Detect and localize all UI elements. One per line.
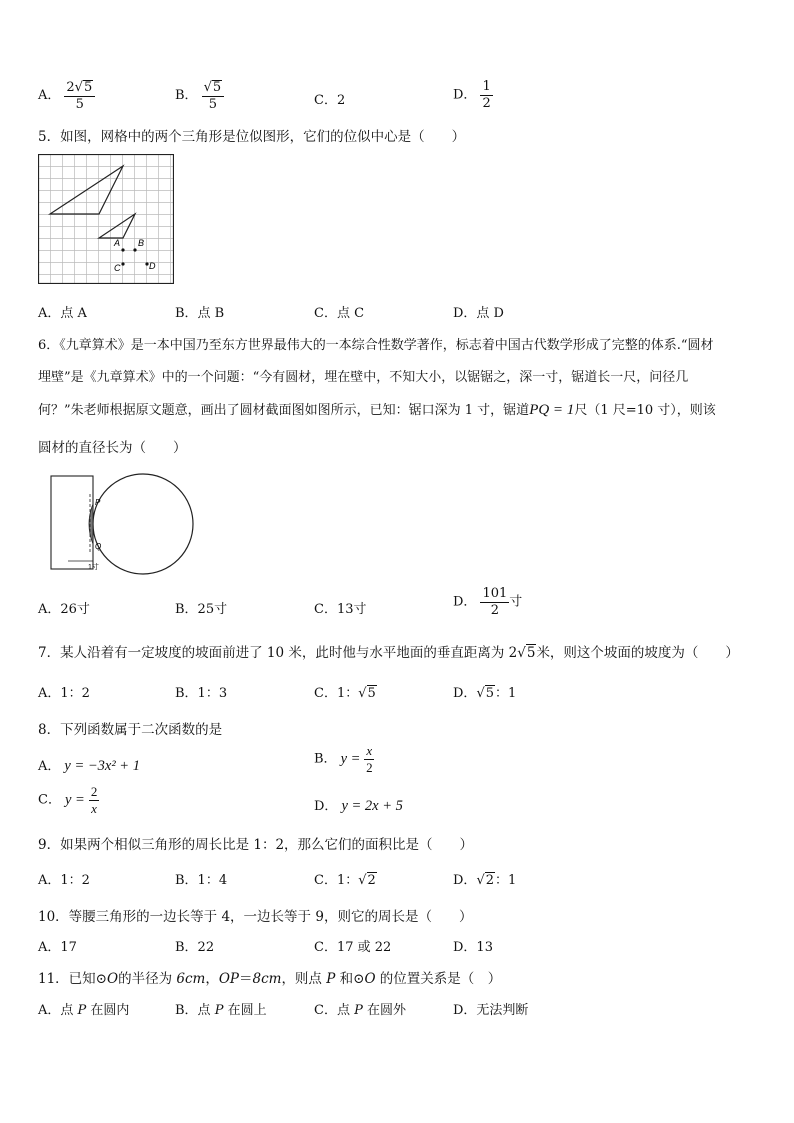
q5-grid-figure [38, 154, 174, 284]
fraction: $\frac{1}{2}$ [482, 79, 491, 111]
label-q: Q [95, 542, 102, 551]
fraction: $\frac{x}{2}$ [366, 743, 373, 775]
q6-option-d[interactable]: D． $\frac{101}{2}$ 寸 [453, 586, 523, 618]
q8-option-a[interactable]: A． y = −3x² + 1 [38, 758, 140, 774]
q10-option-c[interactable]: C．17 或 22 [314, 940, 392, 955]
q11-option-b[interactable]: B．点 P 在圆上 [175, 1003, 267, 1018]
q7-stem: 7．某人沿着有一定坡度的坡面前进了 10 米，此时他与水平地面的垂直距离为 2√5米，则这个坡面的坡度为（ ） [38, 645, 739, 661]
fraction: $\frac{2√5}{5}$ [64, 80, 95, 111]
label-b: B [138, 238, 145, 248]
q6-line-4: 圆材的直径长为（ ） [38, 440, 187, 456]
label-one-cun: 1寸 [88, 564, 99, 571]
fraction: $\frac{101}{2}$ [482, 586, 508, 618]
q9-option-a[interactable]: A．1：2 [38, 873, 90, 888]
q10-option-b[interactable]: B．22 [175, 940, 215, 955]
point-b [133, 248, 136, 251]
q6-option-c[interactable]: C．13寸 [314, 602, 367, 617]
point-c [121, 262, 124, 265]
q10-stem: 10．等腰三角形的一边长等于 4，一边长等于 9，则它的周长是（ ） [38, 909, 473, 925]
q11-option-d[interactable]: D．无法判断 [453, 1003, 529, 1018]
small-triangle [99, 214, 135, 238]
q8-stem: 8．下列函数属于二次函数的是 [38, 722, 223, 738]
label-a: A [114, 238, 121, 248]
q7-option-d[interactable]: D．√5：1 [453, 686, 517, 701]
q5-option-a[interactable]: A．点 A [38, 306, 87, 321]
point-a [121, 248, 124, 251]
q4-option-d[interactable]: D． $\frac{1}{2}$ [453, 79, 491, 111]
q5-option-d[interactable]: D．点 D [453, 306, 504, 321]
q8-option-c[interactable]: C． y = $\frac{2}{x}$ [38, 784, 98, 816]
fraction: $\frac{2}{x}$ [90, 784, 98, 816]
label-d: D [149, 261, 156, 271]
q8-option-d[interactable]: D． y = 2x + 5 [314, 798, 403, 814]
label-c: C [114, 263, 121, 273]
q6-line-3: 何？”朱老师根据原文题意，画出了圆材截面图如图所示，已知：锯口深为 1 寸，锯道PQ = 1尺（1 尺=10 寸），则该 [38, 402, 716, 418]
q11-option-a[interactable]: A．点 P 在圆内 [38, 1003, 130, 1018]
q4-option-a[interactable]: A． $\frac{2√5}{5}$ [38, 80, 95, 111]
q5-option-b[interactable]: B．点 B [175, 306, 225, 321]
q6-option-b[interactable]: B．25寸 [175, 602, 228, 617]
q7-option-c[interactable]: C．1：√5 [314, 686, 376, 701]
label-p: P [95, 498, 101, 507]
q4-option-c[interactable]: C．2 [314, 93, 346, 108]
q5-stem: 5．如图，网格中的两个三角形是位似图形，它们的位似中心是（ ） [38, 129, 466, 145]
q11-stem: 11．已知⊙O的半径为 6cm，OP＝8cm，则点 P 和⊙O 的位置关系是（ ） [38, 971, 502, 987]
q6-line-1: 6．《九章算术》是一本中国乃至东方世界最伟大的一本综合性数学著作，标志着中国古代数学形成了完整的体系.“圆材 [38, 338, 714, 353]
q6-option-a[interactable]: A．26寸 [38, 602, 90, 617]
fraction: $\frac{√5}{5}$ [202, 80, 225, 111]
q9-option-c[interactable]: C．1：√2 [314, 873, 376, 888]
q6-line-2: 埋壁”是《九章算术》中的一个问题：“今有圆材，埋在壁中，不知大小，以锯锯之，深一寸，锯道长一尺，问径几 [38, 370, 689, 385]
q7-option-a[interactable]: A．1：2 [38, 686, 90, 701]
q10-option-a[interactable]: A．17 [38, 940, 77, 955]
q4-option-b[interactable]: B． $\frac{√5}{5}$ [175, 80, 224, 111]
log-circle [93, 474, 193, 574]
q7-option-b[interactable]: B．1：3 [175, 686, 228, 701]
q9-option-b[interactable]: B．1：4 [175, 873, 228, 888]
q10-option-d[interactable]: D．13 [453, 940, 493, 955]
q8-option-b[interactable]: B． y = $\frac{x}{2}$ [314, 743, 373, 775]
q6-circle-figure [48, 468, 198, 580]
wall [51, 476, 93, 569]
q5-option-c[interactable]: C．点 C [314, 306, 365, 321]
q9-stem: 9．如果两个相似三角形的周长比是 1：2，那么它们的面积比是（ ） [38, 837, 474, 853]
q9-option-d[interactable]: D．√2：1 [453, 873, 517, 888]
q11-option-c[interactable]: C．点 P 在圆外 [314, 1003, 406, 1018]
